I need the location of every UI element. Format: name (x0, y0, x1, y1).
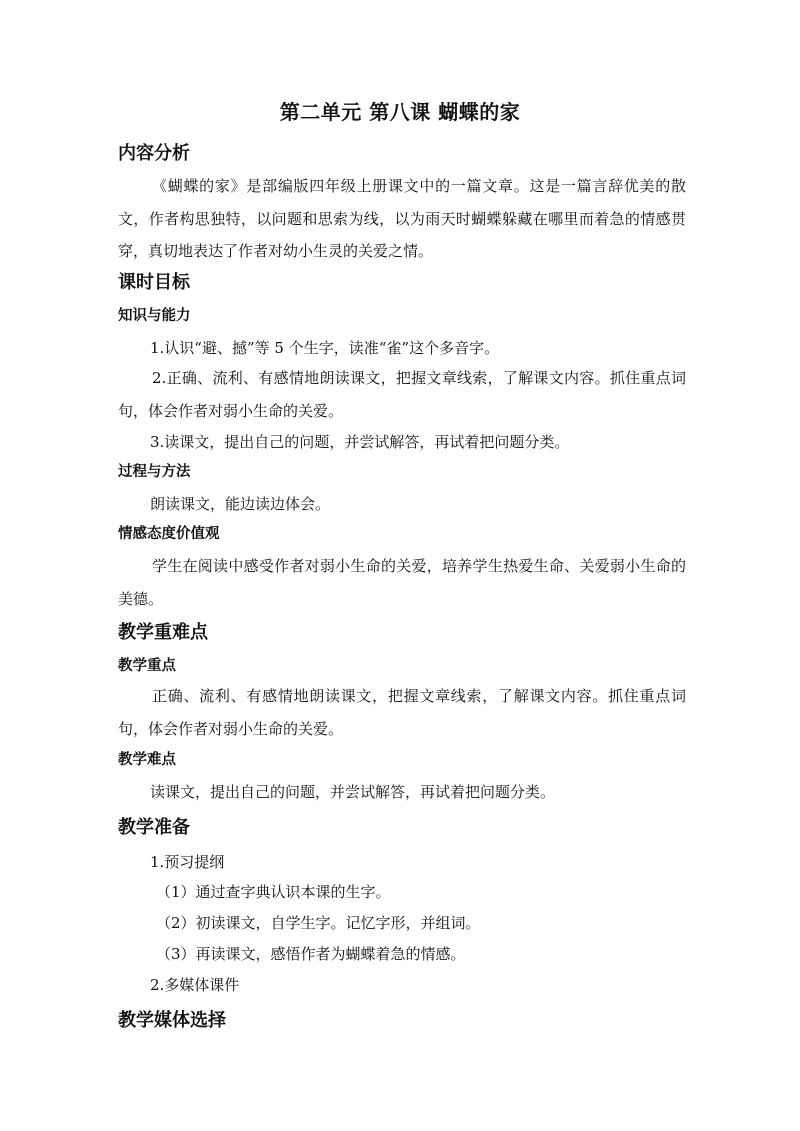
heading-preparation: 教学准备 (118, 817, 190, 838)
teaching-focus-text: 正确、流利、有感情地朗读课文，把握文章线索，了解课文内容。抓住重点词句，体会作者对弱小生命的关爱。 (118, 687, 686, 738)
heading-media-selection: 教学媒体选择 (118, 1010, 226, 1031)
heading-emotion-values: 情感态度价值观 (118, 526, 220, 542)
content-analysis-paragraph: 《蝴蝶的家》是部编版四年级上册课文中的一篇文章。这是一篇言辞优美的散文，作者构思独特，以问题和思索为线，以为雨天时蝴蝶躲藏在哪里而着急的情感贯穿，真切地表达了作者对幼小生灵的关爱之情。 (118, 177, 686, 260)
teaching-difficulty-text: 读课文，提出自己的问题，并尝试解答，再试着把问题分类。 (150, 783, 556, 801)
heading-knowledge-ability: 知识与能力 (118, 308, 191, 324)
heading-teaching-difficulty: 教学难点 (118, 752, 176, 768)
heading-content-analysis: 内容分析 (118, 143, 190, 164)
preparation-sub-2: （2）初读课文，自学生字。记忆字形，并组词。 (156, 914, 481, 932)
heading-key-points: 教学重难点 (118, 622, 208, 643)
emotion-values-text: 学生在阅读中感受作者对弱小生命的关爱，培养学生热爱生命、关爱弱小生命的美德。 (118, 557, 686, 608)
preparation-item-1: 1.预习提纲 (150, 853, 225, 871)
heading-teaching-focus: 教学重点 (118, 658, 176, 674)
heading-process-method: 过程与方法 (118, 464, 191, 480)
objective-item-2: 2.正确、流利、有感情地朗读课文，把握文章线索，了解课文内容。抓住重点词句，体会作者对弱小生命的关爱。 (118, 369, 686, 420)
preparation-sub-1: （1）通过查字典认识本课的生字。 (156, 883, 391, 901)
page-title: 第二单元 第八课 蝴蝶的家 (279, 100, 521, 124)
process-method-text: 朗读课文，能边读边体会。 (150, 495, 331, 513)
objective-item-1: 1.认识“避、撼”等 5 个生字，读准“雀”这个多音字。 (150, 339, 500, 357)
preparation-item-2: 2.多媒体课件 (150, 976, 240, 994)
preparation-sub-3: （3）再读课文，感悟作者为蝴蝶着急的情感。 (156, 945, 466, 963)
objective-item-3: 3.读课文，提出自己的问题，并尝试解答，再试着把问题分类。 (150, 433, 570, 451)
heading-objectives: 课时目标 (118, 272, 190, 293)
